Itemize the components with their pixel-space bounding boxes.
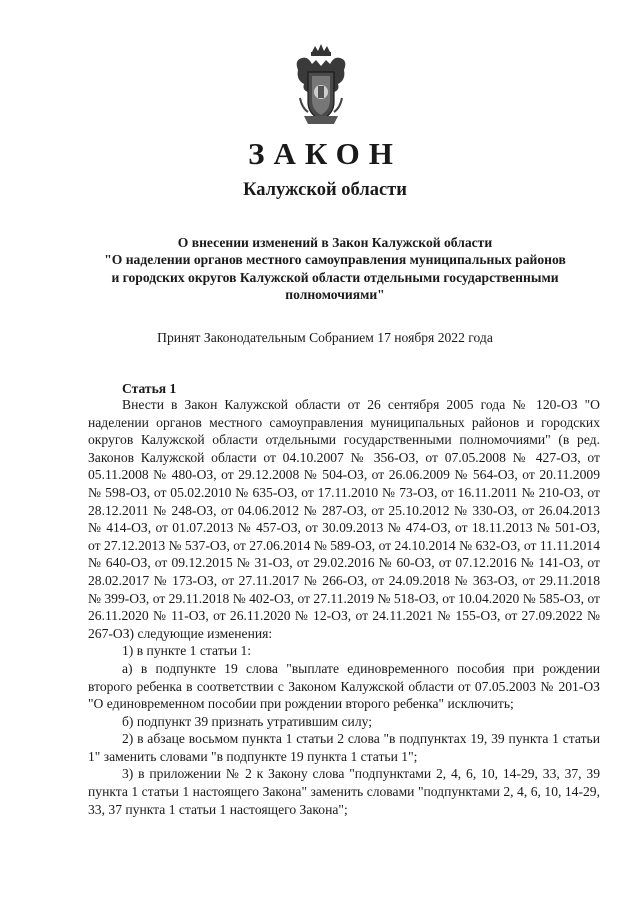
- article-body: [88, 396, 600, 818]
- document-title: ЗАКОН: [248, 136, 402, 171]
- law-subject-line: О внесении изменений в Закон Калужской области: [177, 235, 493, 250]
- article-paragraph: 1) в пункте 1 статьи 1:: [122, 643, 252, 659]
- adoption-note: Принят Законодательным Собранием 17 ноября 2022 года: [157, 330, 493, 345]
- law-subject-line: полномочиями": [285, 286, 385, 302]
- article-heading: Статья 1: [122, 381, 177, 396]
- article-paragraph: 3) в приложении № 2 к Закону слова "подпунктами 2, 4, 6, 10, 14-29, 33, 37, 39 пункта 1 статьи 1 настоящего Закона" заменить словами "подпунктами 2, 4, 6, 10, 14-29, 33, 37 пункта 1 статьи 1 настоящего Закона";: [88, 766, 600, 817]
- article-paragraph: 2) в абзаце восьмом пункта 1 статьи 2 слова "в подпунктах 19, 39 пункта 1 статьи 1" заменить словами "в подпункте 19 пункта 1 статьи 1";: [88, 731, 600, 764]
- law-subject-line: "О наделении органов местного самоуправления муниципальных районов: [104, 252, 566, 268]
- coat-of-arms-icon: [288, 42, 354, 128]
- article-paragraph: б) подпункт 39 признать утратившим силу;: [122, 713, 372, 729]
- article-paragraph: Внести в Закон Калужской области от 26 сентября 2005 года № 120-ОЗ "О наделении органов местного самоуправления муниципальных районов и городских округов Калужской области отдельными государственными полномочиями" (в ред. Законов Калужской области от 04.10.2007 № 356-ОЗ, от 07.05.2008 № 427-ОЗ, от 05.11.2008 № 480-ОЗ, от 29.12.2008 № 504-ОЗ, от 26.06.2009 № 564-ОЗ, от 20.11.2009 № 598-ОЗ, от 05.02.2010 № 635-ОЗ, от 17.11.2010 № 73-ОЗ, от 16.11.2011 № 210-ОЗ, от 28.12.2011 № 248-ОЗ, от 04.06.2012 № 287-ОЗ, от 25.10.2012 № 330-ОЗ, от 26.04.2013 № 414-ОЗ, от 01.07.2013 № 457-ОЗ, от 30.09.2013 № 474-ОЗ, от 18.11.2013 № 501-ОЗ, от 27.12.2013 № 537-ОЗ, от 27.06.2014 № 589-ОЗ, от 24.10.2014 № 632-ОЗ, от 11.11.2014 № 640-ОЗ, от 09.12.2015 № 31-ОЗ, от 29.02.2016 № 60-ОЗ, от 07.12.2016 № 141-ОЗ, от 28.02.2017 № 173-ОЗ, от 27.11.2017 № 266-ОЗ, от 24.09.2018 № 363-ОЗ, от 29.11.2018 № 399-ОЗ, от 29.11.2018 № 402-ОЗ, от 27.11.2019 № 518-ОЗ, от 10.04.2020 № 585-ОЗ, от 26.11.2020 № 11-ОЗ, от 26.11.2020 № 12-ОЗ, от 24.11.2021 № 155-ОЗ, от 27.09.2022 № 267-ОЗ) следующие изменения:: [88, 397, 600, 641]
- article-paragraph: а) в подпункте 19 слова "выплате единовременного пособия при рождении второго ребенка в соответствии с Законом Калужской области от 07.05.2003 № 201-ОЗ "О единовременном пособии при рождении второго ребенка" исключить;: [88, 660, 600, 712]
- law-subject-line: и городских округов Калужской области отдельными государственными: [111, 269, 559, 285]
- document-region: Калужской области: [243, 180, 407, 200]
- law-subject: [95, 234, 575, 303]
